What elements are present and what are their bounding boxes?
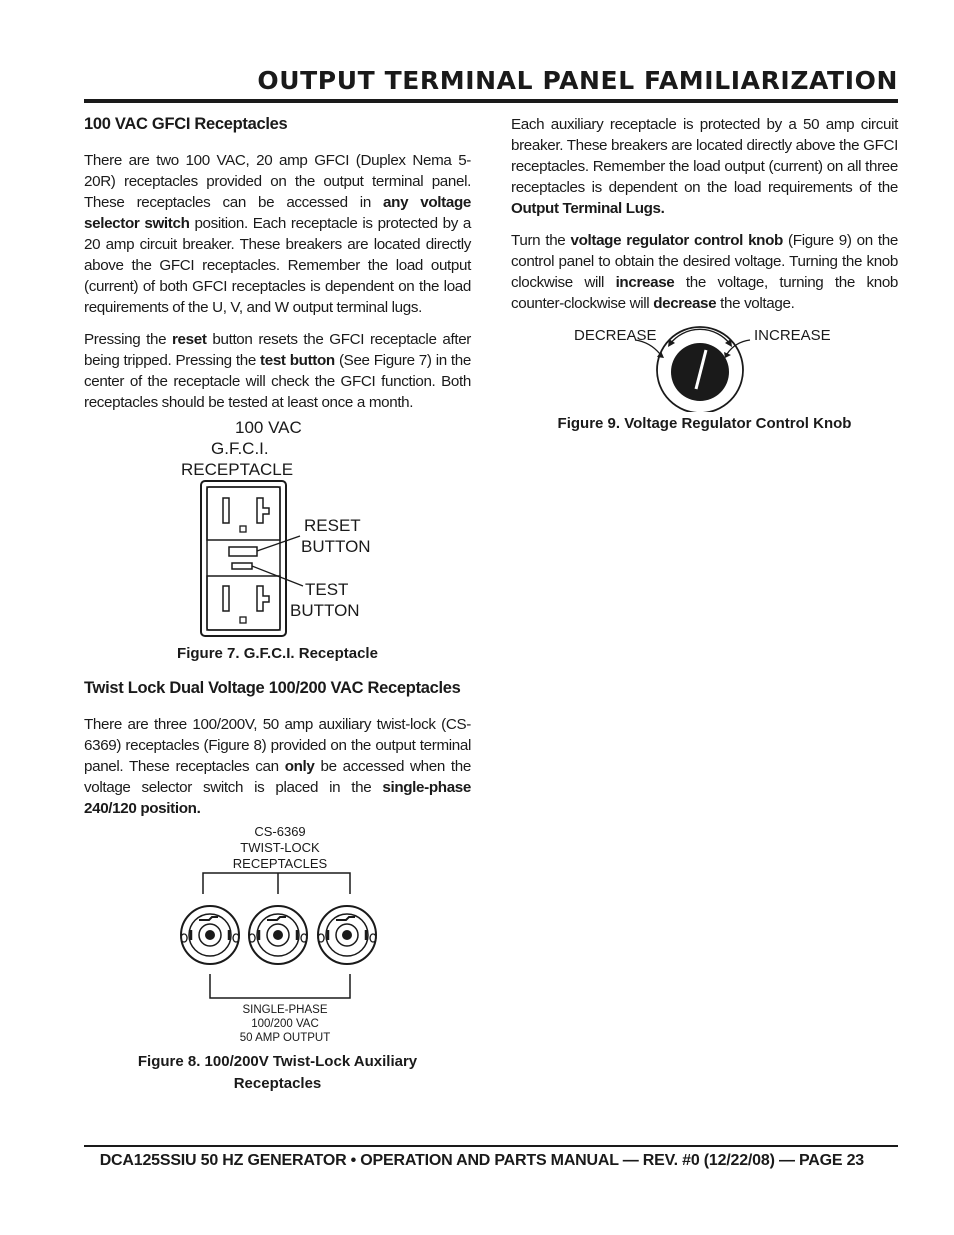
fig7-reset-label-1: RESET bbox=[304, 516, 361, 535]
fig8-bottom-label-2: 100/200 VAC bbox=[251, 1018, 319, 1030]
fig7-label-line3: RECEPTACLE bbox=[181, 460, 294, 479]
paragraph-gfci-reset: Pressing the reset button resets the GFCI receptacle after being tripped. Pressing the test button (See Figure 7) in the center of the receptacle will check the GFCI function. Both receptacles should be tested at least once a month. bbox=[84, 331, 471, 411]
right-column bbox=[511, 114, 898, 325]
fig7-test-label-2: BUTTON bbox=[290, 601, 360, 620]
fig7-test-label-1: TEST bbox=[305, 580, 349, 599]
twist-lock-figure bbox=[175, 822, 385, 1047]
heading-gfci: 100 VAC GFCI Receptacles bbox=[84, 115, 288, 133]
voltage-knob-figure bbox=[565, 322, 845, 412]
twist-lock-receptacle-2 bbox=[249, 906, 307, 964]
figure8-caption: Figure 8. 100/200V Twist-Lock Auxiliary Receptacles bbox=[137, 1053, 418, 1092]
fig8-bottom-label-1: SINGLE-PHASE bbox=[242, 1004, 328, 1016]
gfci-receptacle-figure bbox=[170, 416, 400, 641]
fig8-bottom-label-3: 50 AMP OUTPUT bbox=[239, 1032, 331, 1044]
fig7-label-line2: G.F.C.I. bbox=[211, 439, 269, 458]
paragraph-twistlock: There are three 100/200V, 50 amp auxiliary twist-lock (CS-6369) receptacles (Figure 8) provided on the output terminal panel. These receptacles can only be accessed when the voltage selector switch is placed in the single-phase 240/120 position. bbox=[84, 716, 471, 817]
fig7-reset-label-2: BUTTON bbox=[301, 537, 371, 556]
fig8-top-label-2: TWIST-LOCK bbox=[240, 840, 320, 855]
twist-lock-receptacle-1 bbox=[181, 906, 239, 964]
left-column-lower bbox=[84, 678, 471, 830]
page-footer: DCA125SSIU 50 HZ GENERATOR • OPERATION AND PARTS MANUAL — REV. #0 (12/22/08) — PAGE 23 bbox=[99, 1152, 864, 1169]
figure7-caption: Figure 7. G.F.C.I. Receptacle bbox=[177, 645, 378, 662]
fig7-label-line1: 100 VAC bbox=[235, 418, 302, 437]
paragraph-voltage-knob: Turn the voltage regulator control knob (Figure 9) on the control panel to obtain the desired voltage. Turning the knob clockwise will increase the voltage, turning the knob counter-clockwise will decrease the voltage. bbox=[511, 232, 899, 312]
fig8-top-label-3: RECEPTACLES bbox=[232, 856, 328, 871]
footer-rule bbox=[84, 1145, 898, 1147]
fig9-increase-label: INCREASE bbox=[754, 327, 831, 344]
page-title: OUTPUT TERMINAL PANEL FAMILIARIZATION bbox=[257, 66, 898, 95]
fig8-top-label-1: CS-6369 bbox=[254, 824, 306, 839]
paragraph-aux-breakers: Each auxiliary receptacle is protected by a 50 amp circuit breaker. These breakers are located directly above the GFCI receptacles. Remember the load output (current) on all three receptacles is dependent on the load requirements of the Output Terminal Lugs. bbox=[511, 116, 898, 217]
twist-lock-receptacle-3 bbox=[318, 906, 376, 964]
paragraph-gfci-intro: There are two 100 VAC, 20 amp GFCI (Duplex Nema 5-20R) receptacles provided on the output terminal panel. These receptacles can be accessed in any voltage selector switch position. Each receptacle is protected by a 20 amp circuit breaker. These breakers are located directly above the GFCI receptacles. Remember the load output (current) of both GFCI receptacles is dependent on the load requirements of the U, V, and W output terminal lugs. bbox=[84, 152, 472, 316]
heading-twistlock: Twist Lock Dual Voltage 100/200 VAC Receptacles bbox=[84, 679, 461, 697]
fig9-decrease-label: DECREASE bbox=[574, 327, 657, 344]
title-rule bbox=[84, 99, 898, 103]
left-column bbox=[84, 114, 471, 424]
figure9-caption: Figure 9. Voltage Regulator Control Knob bbox=[557, 415, 852, 432]
